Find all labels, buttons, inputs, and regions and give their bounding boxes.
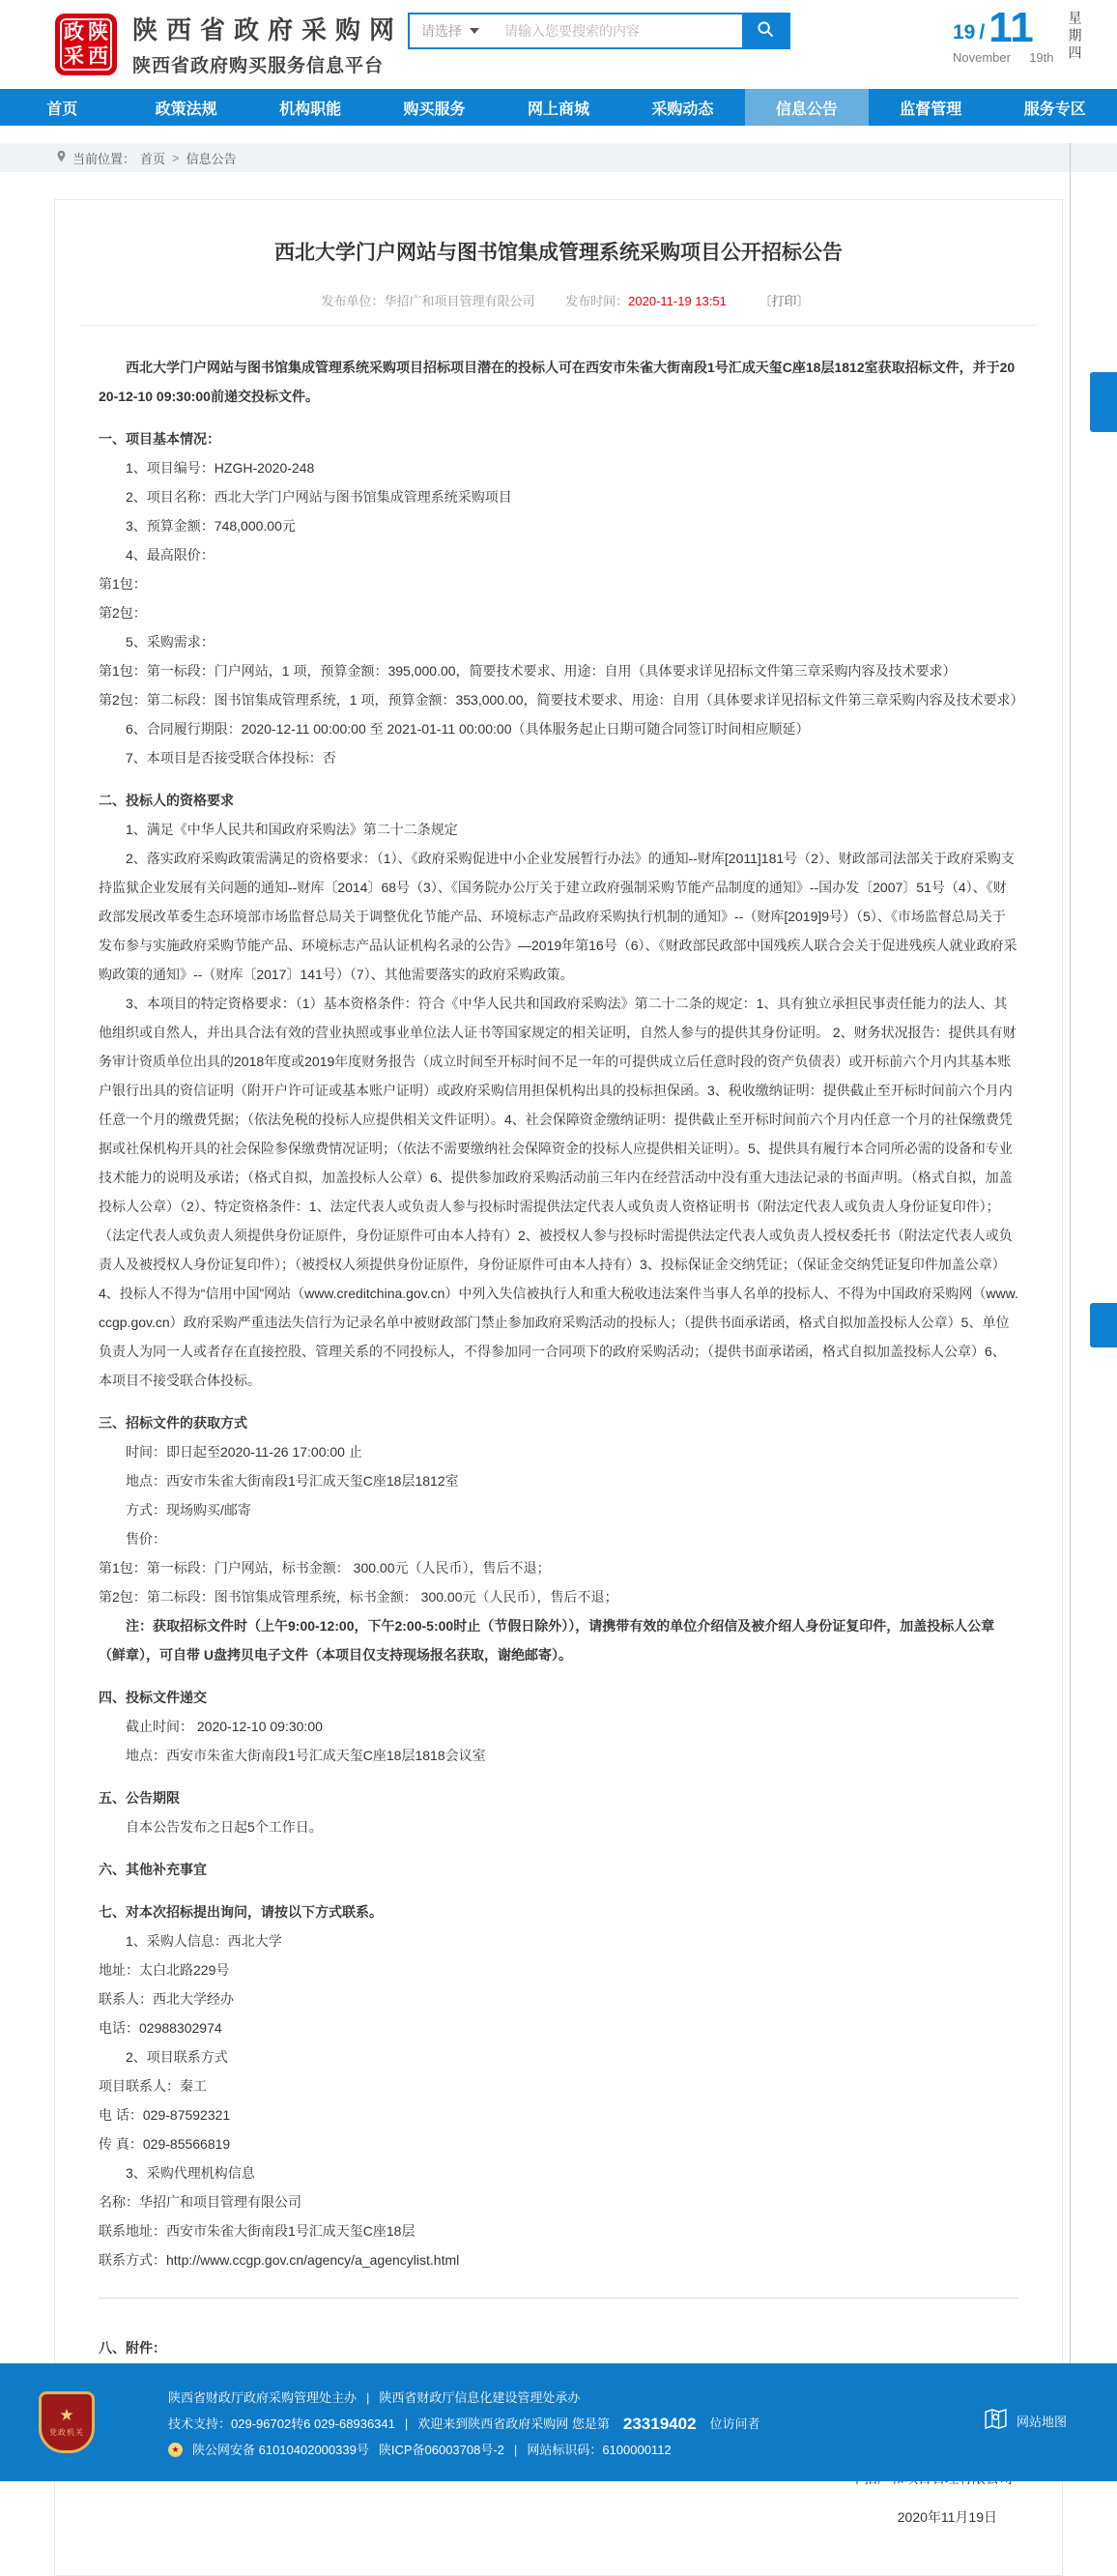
map-icon	[983, 2406, 1009, 2435]
paragraph: 项目联系人：秦工	[99, 2078, 207, 2094]
footer-site-code: 网站标识码：6100000112	[527, 2443, 672, 2457]
publisher-value: 华招广和项目管理有限公司	[384, 294, 535, 308]
section-heading: 七、对本次招标提出询问，请按以下方式联系。	[99, 1904, 383, 1920]
paragraph: 地点：西安市朱雀大街南段1号汇成天玺C座18层1812室	[126, 1473, 459, 1489]
paragraph: 3、本项目的特定资格要求：（1）基本资格条件：符合《中华人民共和国政府采购法》第二十二条的规定：1、具有独立承担民事责任能力的法人、其他组织或自然人，并出具合法有效的营业执照或事业单位法人证书等国家规定的相关证明，自然人参与的提供其身份证明。 2、财务状况报告：提供具有财务审计资质单位出具的2018年度或2019年度财务报告（成立时间至开标时间不足一年的可提供成立后任意时段的资产负债表）或开标前六个月内其基本账户银行出具的资信证明（附开户许可证或基本账户证明）或政府采购信用担保机构出具的投标担保函。3、税收缴纳证明：提供截止至开标时间前六个月内任意一个月的缴费凭据；（依法免税的投标人应提供相关文件证明）。4、社会保障资金缴纳证明：提供截止至开标时间前六个月内任意一个月的社保缴费凭据或社保机构开具的社会保险参保缴费情况证明；（依法不需要缴纳社会保障资金的投标人应提供相关证明）。5、提供具有履行本合同所必需的设备和专业技术能力的说明及承诺；（格式自拟，加盖投标人公章）6、提供参加政府采购活动前三年内在经营活动中没有重大违法记录的书面声明。（格式自拟，加盖投标人公章）（2）、特定资格条件：1、法定代表人或负责人参与投标时需提供法定代表人或负责人资格证明书（附法定代表人或负责人身份证复印件）；（法定代表人或负责人须提供身份证原件，身份证原件可由本人持有）2、被授权人参与投标时需提供法定代表人或负责人授权委托书（附法定代表人或负责人及被授权人身份证复印件）；（被授权人须提供身份证原件，身份证原件可由本人持有）3、投标保证金交纳凭证；（保证金交纳凭证复印件加盖公章）4、投标人不得为“信用中国”网站（www.creditchina.gov.cn）中列入失信被执行人和重大税收违法案件当事人名单的投标人、不得为中国政府采购网（www.ccgp.gov.cn）政府采购严重违法失信行为记录名单中被财政部门禁止参加政府采购活动的投标人；（提供书面承诺函，格式自拟加盖投标人公章）5、单位负责人为同一人或者存在直接控股、管理关系的不同投标人，不得参加同一合同项下的政府采购活动；（提供书面承诺函，格式自拟加盖投标人公章）6、本项目不接受联合体投标。	[99, 996, 1018, 1388]
paragraph: 第2包：	[99, 605, 147, 621]
paragraph: 5、采购需求：	[126, 634, 215, 650]
date-block	[953, 4, 1085, 65]
article-title: 西北大学门户网站与图书馆集成管理系统采购项目公开招标公告	[274, 242, 843, 264]
paragraph: 西北大学门户网站与图书馆集成管理系统采购项目招标项目潜在的投标人可在西安市朱雀大街南段1号汇成天玺C座18层1812室获取招标文件，并于2020-12-10 09:30:00前递交投标文件。	[99, 360, 1016, 404]
paragraph: 3、预算金额：748,000.00元	[126, 518, 296, 534]
paragraph: 方式：现场购买/邮寄	[126, 1502, 251, 1518]
paragraph: 地点：西安市朱雀大街南段1号汇成天玺C座18层1818会议室	[126, 1748, 486, 1763]
publisher-label: 发布单位：	[321, 294, 385, 308]
section-heading: 六、其他补充事宜	[99, 1862, 207, 1877]
nav-item[interactable]: 采购动态	[651, 101, 714, 118]
paragraph: 时间：即日起至2020-11-26 17:00:00 止	[126, 1444, 362, 1460]
breadcrumb	[0, 143, 1117, 172]
paragraph: 联系地址：西安市朱雀大街南段1号汇成天玺C座18层	[99, 2223, 415, 2239]
police-badge-icon: ★	[168, 2443, 183, 2457]
footer-line-2: 技术支持：029-96702转6 029-68936341 | 欢迎来到陕西省政府采购网 您是第 23319402 位访问者	[168, 2411, 760, 2437]
paragraph: 第1包：	[99, 576, 147, 592]
visitor-count: 23319402	[622, 2415, 697, 2433]
article-card	[54, 199, 1063, 2576]
breadcrumb-prefix: 当前位置：	[72, 151, 136, 166]
date-month: 11	[988, 4, 1034, 51]
site-titles	[132, 16, 403, 77]
footer-undertake: 陕西省财政厅信息化建设管理处承办	[379, 2390, 581, 2405]
paragraph: 1、采购人信息：西北大学	[126, 1933, 282, 1949]
paragraph: 2、落实政府采购政策需满足的资格要求：（1）、《政府采购促进中小企业发展暂行办法》的通知--财库[2011]181号（2）、财政部司法部关于政府采购支持监狱企业发展有关问题的通知--财库〔2014〕68号（3）、《国务院办公厅关于建立政府强制采购节能产品制度的通知》--国办发〔2007〕51号（4）、《财政部发展改革委生态环境部市场监督总局关于调整优化节能产品、环境标志产品政府采购执行机制的通知》--（财库[2019]9号）（5）、《市场监督总局关于发布参与实施政府采购节能产品、环境标志产品认证机构名录的公告》—2019年第16号（6）、《财政部民政部中国残疾人联合会关于促进残疾人就业政府采购政策的通知》--（财库〔2017〕141号）（7）、其他需要落实的政府采购政策。	[99, 851, 1017, 982]
paragraph: 3、采购代理机构信息	[126, 2165, 255, 2181]
paragraph: 7、本项目是否接受联合体投标：否	[126, 750, 336, 766]
nav-item[interactable]: 监督管理	[900, 101, 962, 118]
chevron-down-icon	[470, 28, 479, 34]
paragraph: 地址：太白北路229号	[99, 1962, 230, 1978]
date-day: 19	[953, 21, 976, 44]
sitemap-link[interactable]	[983, 2406, 1067, 2435]
logo-char: 政	[64, 21, 84, 43]
site-logo	[55, 14, 117, 75]
paragraph: 6、合同履行期限：2020-12-11 00:00:00 至 2021-01-11 00:00:00（具体服务起止日期可随合同签订时间相应顺延）	[126, 721, 810, 737]
footer-text	[168, 2385, 760, 2463]
paragraph: 联系方式：http://www.ccgp.gov.cn/agency/a_agencylist.html	[99, 2252, 460, 2268]
site-title: 陕西省政府采购网	[132, 15, 404, 44]
section-heading: 五、公告期限	[99, 1790, 180, 1806]
publish-time-label: 发布时间：	[565, 294, 629, 308]
paragraph: 1、满足《中华人民共和国政府采购法》第二十二条规定	[126, 822, 458, 837]
paragraph: 2、项目名称：西北大学门户网站与图书馆集成管理系统采购项目	[126, 489, 512, 505]
paragraph: 电 话：029-87592321	[99, 2107, 231, 2123]
scrollbar[interactable]	[1070, 143, 1071, 2363]
section-heading: 四、投标文件递交	[99, 1690, 207, 1705]
floating-widget-top[interactable]	[1090, 372, 1117, 432]
footer-line-3: ★ 陕公网安备 61010402000339号 陕ICP备06003708号-2 | 网站标识码：6100000112	[168, 2437, 760, 2463]
nav-item[interactable]: 网上商城	[527, 101, 589, 118]
paragraph: 名称：华招广和项目管理有限公司	[99, 2194, 301, 2210]
breadcrumb-current-link[interactable]: 信息公告	[186, 151, 237, 166]
nav-item[interactable]: 购买服务	[403, 101, 466, 118]
logo-char: 西	[88, 45, 108, 68]
nav-item[interactable]: 机构职能	[279, 101, 342, 118]
paragraph: 第2包：第二标段：图书馆集成管理系统，1 项，预算金额：353,000.00，简要技术要求、用途：自用（具体要求详见招标文件第三章采购内容及技术要求）	[99, 692, 1024, 708]
publish-time-value: 2020-11-19 13:51	[628, 294, 727, 308]
section-heading: 一、项目基本情况：	[99, 431, 220, 447]
nav-item[interactable]: 政策法规	[155, 101, 217, 118]
signature-date: 2020年11月19日	[897, 2509, 997, 2525]
search-select-label: 请选择	[421, 23, 462, 39]
paragraph: 第1包：第一标段：门户网站，1 项，预算金额：395,000.00，简要技术要求、用途：自用（具体要求详见招标文件第三章采购内容及技术要求）	[99, 663, 957, 679]
article-body	[99, 353, 1024, 2362]
paragraph: 注：获取招标文件时（上午9:00-12:00，下午2:00-5:00时止（节假日除外）），请携带有效的单位介绍信及被介绍人身份证复印件，加盖投标人公章（鲜章），可自带 U盘拷贝电子文件（本项目仅支持现场报名获取，谢绝邮寄）。	[99, 1618, 995, 1663]
paragraph: 1、项目编号：HZGH-2020-248	[126, 460, 315, 476]
breadcrumb-home-link[interactable]: 首页	[140, 151, 166, 166]
breadcrumb-separator: >	[172, 150, 180, 165]
section-heading: 三、招标文件的获取方式	[99, 1415, 247, 1431]
section-heading: 二、投标人的资格要求	[99, 793, 234, 808]
nav-item[interactable]: 服务专区	[1023, 101, 1086, 118]
paragraph: 传 真：029-85566819	[99, 2136, 231, 2152]
article-meta	[99, 291, 1018, 309]
print-button[interactable]: 〔打印〕	[759, 294, 810, 308]
gov-emblem-icon: ★ 党政机关	[39, 2391, 95, 2453]
footer-icp[interactable]: 陕ICP备06003708号-2	[378, 2443, 504, 2457]
footer-host: 陕西省财政厅政府采购管理处主办	[168, 2390, 358, 2405]
search-input[interactable]	[499, 14, 742, 47]
footer-beian[interactable]: 陕公网安备 61010402000339号	[192, 2443, 369, 2457]
search-box	[408, 13, 790, 49]
date-weekday: 星期四	[1067, 11, 1083, 63]
date-slash: /	[979, 21, 986, 44]
header	[0, 0, 1117, 89]
paragraph: 第1包：第一标段：门户网站，标书金额： 300.00元（人民币），售后不退；	[99, 1560, 551, 1576]
floating-widget-bottom[interactable]	[1090, 1303, 1117, 1347]
date-english: November 19th	[953, 49, 1054, 65]
site-subtitle: 陕西省政府购买服务信息平台	[132, 55, 385, 76]
meta-divider	[79, 325, 1038, 326]
footer-line-1: 陕西省财政厅政府采购管理处主办 | 陕西省财政厅信息化建设管理处承办	[168, 2385, 760, 2411]
footer-welcome: 欢迎来到陕西省政府采购网 您是第	[417, 2417, 610, 2431]
footer-visitor-tail: 位访问者	[709, 2417, 760, 2431]
logo-char: 采	[64, 45, 84, 68]
nav-item[interactable]: 首页	[46, 101, 78, 118]
footer-tech-support: 技术支持：029-96702转6 029-68936341	[168, 2417, 395, 2431]
paragraph: 截止时间： 2020-12-10 09:30:00	[126, 1719, 323, 1734]
location-pin-icon	[55, 149, 68, 166]
paragraph: 第2包：第二标段：图书馆集成管理系统，标书金额： 300.00元（人民币），售后不退；	[99, 1589, 618, 1605]
paragraph: 电话：02988302974	[99, 2020, 222, 2036]
paragraph: 售价：	[126, 1531, 166, 1547]
sitemap-label: 网站地图	[1016, 2414, 1067, 2429]
search-category-select[interactable]	[410, 14, 499, 47]
nav-item[interactable]: 信息公告	[745, 89, 869, 126]
paragraph: 联系人：西北大学经办	[99, 1991, 234, 2007]
site-logo-seal	[60, 18, 112, 71]
logo-char: 陕	[88, 21, 108, 43]
main-nav	[0, 89, 1117, 126]
footer	[0, 2363, 1117, 2481]
search-button[interactable]	[742, 14, 788, 47]
paragraph: 2、项目联系方式	[126, 2049, 228, 2065]
section-heading: 八、附件：	[99, 2340, 166, 2356]
paragraph: 4、最高限价：	[126, 547, 215, 563]
body-divider	[99, 2298, 1018, 2299]
search-icon	[757, 20, 775, 42]
paragraph: 自本公告发布之日起5个工作日。	[126, 1819, 323, 1835]
